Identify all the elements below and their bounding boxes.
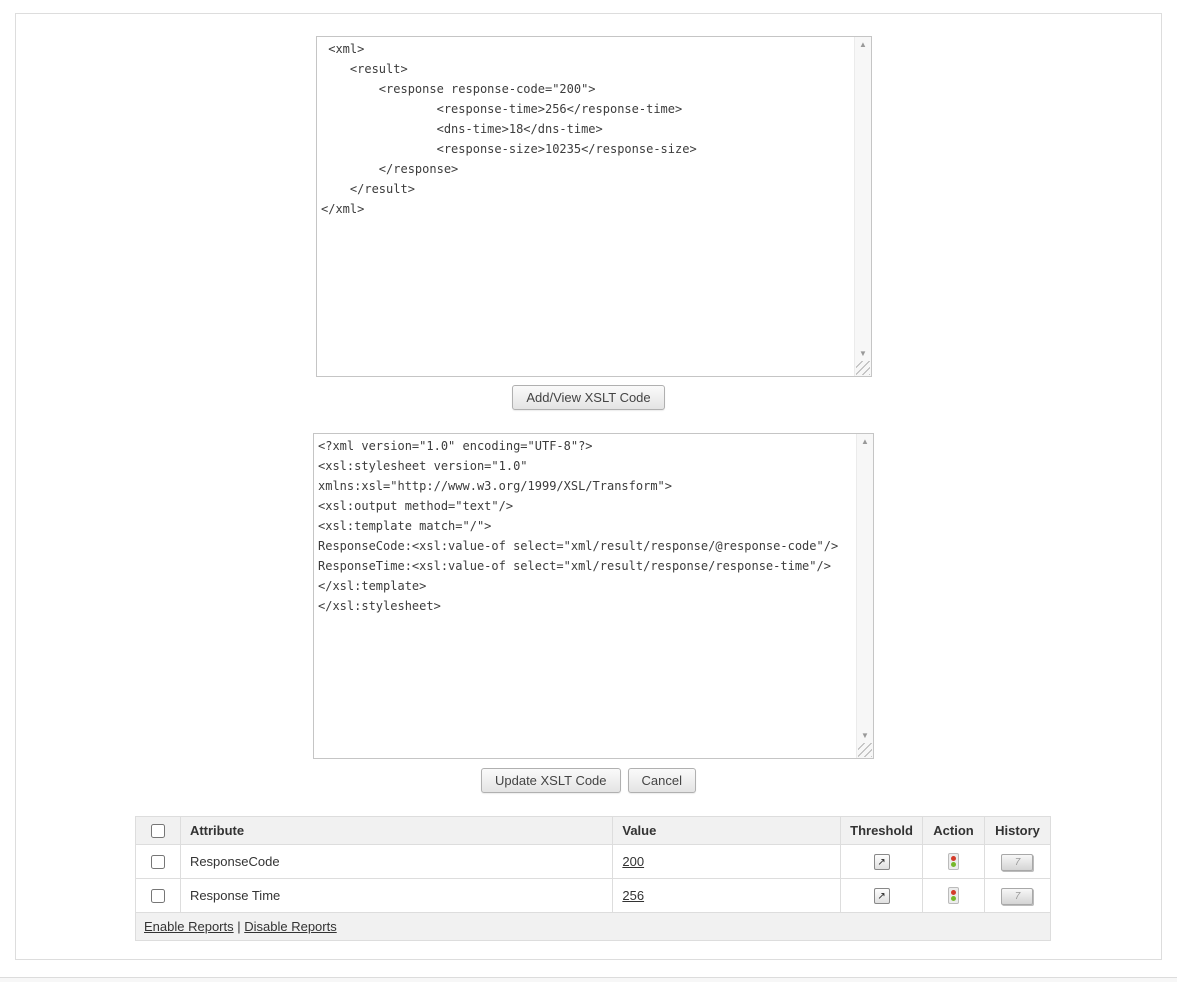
external-arrow-icon: ↗ [877,857,886,868]
column-header-action: Action [923,817,985,845]
resize-grip-icon[interactable] [856,361,870,375]
scrollbar[interactable] [856,434,873,758]
xml-result-viewer [316,36,872,377]
history-button[interactable]: 7 [1001,888,1033,905]
update-button-row [16,768,1161,793]
table-footer-row [136,913,1051,941]
action-traffic-light-icon[interactable] [948,853,959,870]
select-all-checkbox[interactable] [151,824,165,838]
link-separator: | [233,919,245,934]
scroll-down-icon[interactable]: ▼ [861,731,869,740]
table-row [136,879,1051,913]
action-traffic-light-icon[interactable] [948,887,959,904]
row-checkbox[interactable] [151,889,165,903]
value-link[interactable]: 200 [622,854,645,869]
disable-reports-link[interactable]: Disable Reports [244,919,337,934]
external-arrow-icon: ↗ [877,891,886,902]
attribute-name: ResponseCode [180,845,612,879]
xslt-code-textarea[interactable] [314,434,856,758]
column-header-threshold: Threshold [841,817,923,845]
xml-result-textarea[interactable] [317,37,854,376]
scroll-down-icon[interactable]: ▼ [859,349,867,358]
xslt-code-editor [313,433,874,759]
green-light-dot [951,896,956,901]
value-link[interactable]: 256 [622,888,645,903]
content-panel [15,13,1162,960]
table-row [136,845,1051,879]
column-header-history: History [984,817,1050,845]
resize-grip-icon[interactable] [858,743,872,757]
attribute-table [135,816,1051,941]
attribute-name: Response Time [180,879,612,913]
scroll-up-icon[interactable]: ▲ [859,40,867,49]
update-xslt-button[interactable]: Update XSLT Code [481,768,621,793]
enable-reports-link[interactable]: Enable Reports [144,919,234,934]
history-button[interactable]: 7 [1001,854,1033,871]
green-light-dot [951,862,956,867]
threshold-icon[interactable] [874,888,890,904]
column-header-value: Value [613,817,841,845]
page-bottom-divider [0,977,1177,982]
add-view-xslt-button[interactable]: Add/View XSLT Code [512,385,664,410]
column-header-attribute: Attribute [180,817,612,845]
scroll-up-icon[interactable]: ▲ [861,437,869,446]
add-view-button-row [16,385,1161,410]
scrollbar[interactable] [854,37,871,376]
cancel-button[interactable]: Cancel [628,768,696,793]
threshold-icon[interactable] [874,854,890,870]
red-light-dot [951,856,956,861]
red-light-dot [951,890,956,895]
table-header-row [136,817,1051,845]
row-checkbox[interactable] [151,855,165,869]
